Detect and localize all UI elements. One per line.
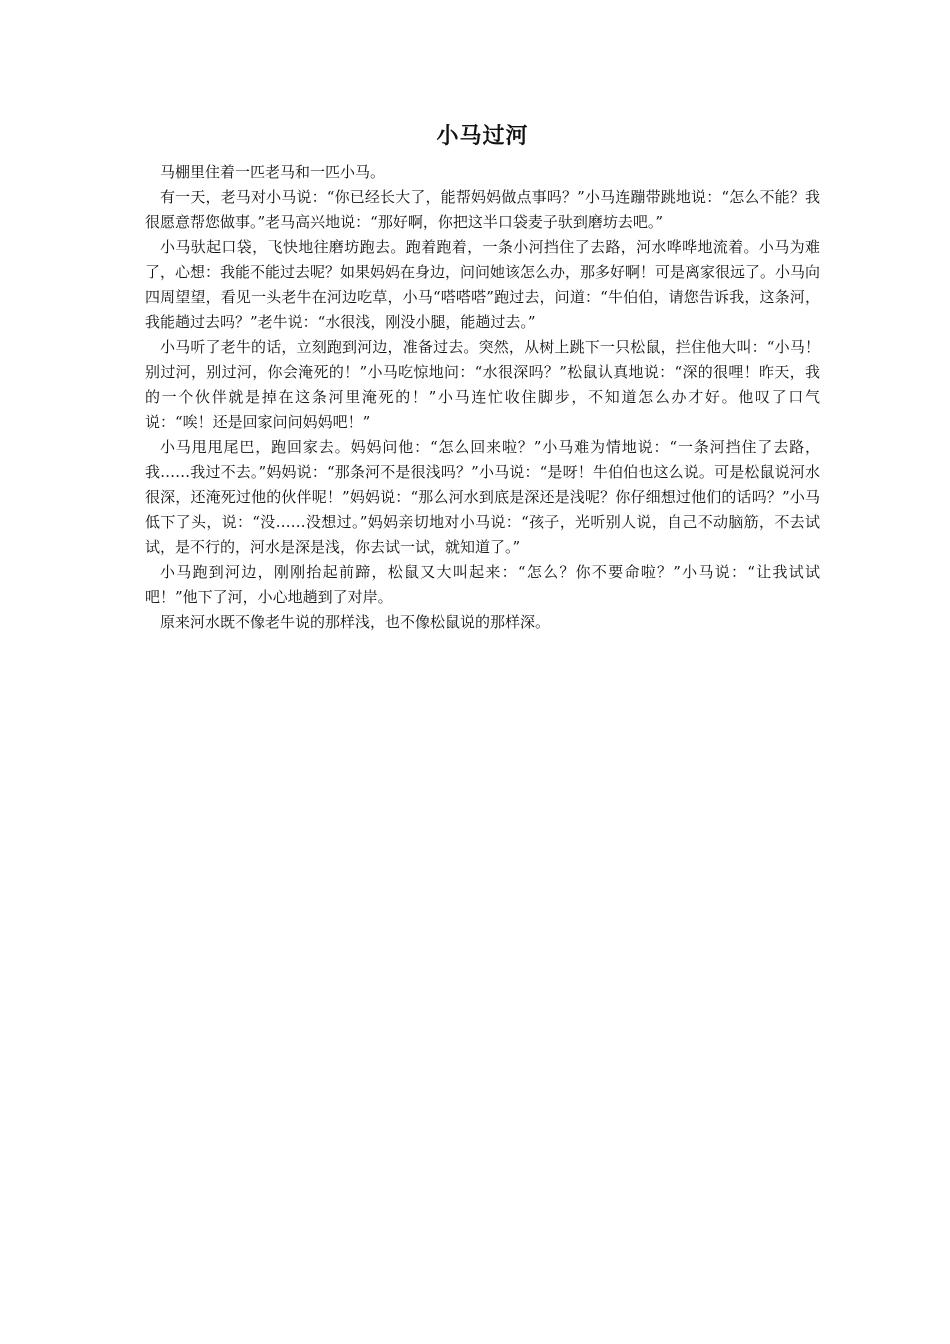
- paragraph-7: 原来河水既不像老牛说的那样浅，也不像松鼠说的那样深。: [160, 613, 551, 631]
- paragraph-2: 有一天，老马对小马说：“你已经长大了，能帮妈妈做点事吗？”小马连蹦带跳地说：“怎么不能？我很愿意帮您做事。”老马高兴地说：“那好啊，你把这半口袋麦子驮到磨坊去吧。”: [145, 188, 820, 231]
- document-title: 小马过河: [436, 123, 529, 149]
- paragraph-4: 小马听了老牛的话，立刻跑到河边，准备过去。突然，从树上跳下一只松鼠，拦住他大叫：“小马！别过河，别过河，你会淹死的！”小马吃惊地问：“水很深吗？”松鼠认真地说：“深的很哩！昨天，我的一个伙伴就是掉在这条河里淹死的！”小马连忙收住脚步，不知道怎么办才好。他叹了口气说：“唉！还是回家问问妈妈吧！”: [145, 338, 820, 431]
- paragraph-6: 小马跑到河边，刚刚抬起前蹄，松鼠又大叫起来：“怎么？你不要命啦？”小马说：“让我试试吧！”他下了河，小心地趟到了对岸。: [145, 563, 820, 606]
- paragraph-1: 马棚里住着一匹老马和一匹小马。: [160, 163, 386, 181]
- paragraph-5: 小马甩甩尾巴，跑回家去。妈妈问他：“怎么回来啦？”小马难为情地说：“一条河挡住了去路，我……我过不去。”妈妈说：“那条河不是很浅吗？”小马说：“是呀！牛伯伯也这么说。可是松鼠说河水很深，还淹死过他的伙伴呢！”妈妈说：“那么河水到底是深还是浅呢？你仔细想过他们的话吗？”小马低下了头，说：“没……没想过。”妈妈亲切地对小马说：“孩子，光听别人说，自己不动脑筋，不去试试，是不行的，河水是深是浅，你去试一试，就知道了。”: [145, 438, 820, 556]
- document-page: [145, 118, 820, 635]
- paragraph-3: 小马驮起口袋，飞快地往磨坊跑去。跑着跑着，一条小河挡住了去路，河水哗哗地流着。小马为难了，心想：我能不能过去呢？如果妈妈在身边，问问她该怎么办，那多好啊！可是离家很远了。小马向四周望望，看见一头老牛在河边吃草，小马“嗒嗒嗒”跑过去，问道：“牛伯伯，请您告诉我，这条河，我能趟过去吗？”老牛说：“水很浅，刚没小腿，能趟过去。”: [145, 238, 821, 331]
